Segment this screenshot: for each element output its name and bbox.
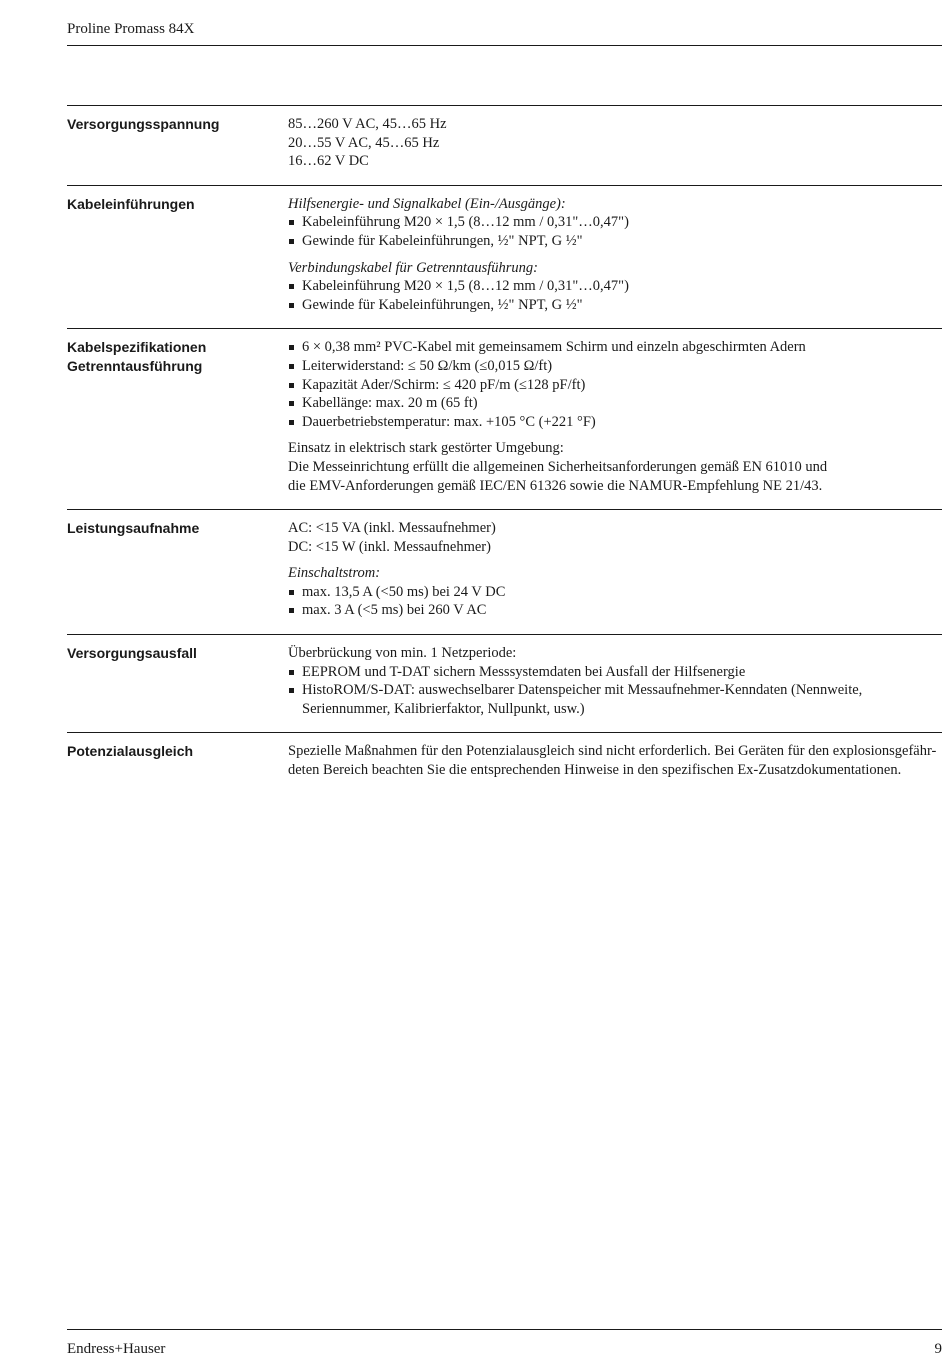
bullet-list bbox=[288, 338, 942, 431]
list-item: max. 13,5 A (<50 ms) bei 24 V DC bbox=[288, 583, 942, 602]
bullet-list bbox=[288, 663, 942, 719]
list-item: Kapazität Ader/Schirm: ≤ 420 pF/m (≤128 pF/ft) bbox=[288, 376, 942, 395]
text-line: Die Messeinrichtung erfüllt die allgemeinen Sicherheitsanforderungen gemäß EN 61010 und bbox=[288, 458, 828, 475]
text-line: 85…260 V AC, 45…65 Hz bbox=[288, 116, 447, 132]
section-label: Potenzialausgleich bbox=[67, 743, 194, 760]
list-item: max. 3 A (<5 ms) bei 260 V AC bbox=[288, 601, 942, 620]
section-body bbox=[288, 115, 942, 171]
section-label: Versorgungsspannung bbox=[67, 116, 220, 132]
power-lines bbox=[288, 519, 942, 556]
header-rule bbox=[67, 45, 942, 46]
emc-note bbox=[288, 439, 942, 495]
section-body bbox=[288, 519, 942, 620]
section-label: Kabelspezifikationen Getrenntausführung bbox=[67, 339, 207, 374]
section-label: Leistungsaufnahme bbox=[67, 520, 200, 537]
section-label: Versorgungsausfall bbox=[67, 645, 197, 662]
text-line: die EMV-Anforderungen gemäß IEC/EN 61326 sowie die NAMUR-Empfehlung NE 21/43. bbox=[288, 477, 823, 494]
footer-brand: Endress+Hauser bbox=[67, 1341, 166, 1357]
section-body bbox=[288, 195, 942, 315]
section-power-consumption bbox=[67, 509, 942, 634]
page-header-title: Proline Promass 84X bbox=[67, 21, 195, 37]
spec-table bbox=[67, 105, 942, 794]
list-item: EEPROM und T-DAT sichern Messsystemdaten bei Ausfall der Hilfsenergie bbox=[288, 663, 942, 682]
list-item: Kabellänge: max. 20 m (65 ft) bbox=[288, 394, 942, 413]
list-item: Kabeleinführung M20 × 1,5 (8…12 mm / 0,31"…0,47") bbox=[288, 277, 942, 296]
list-item: Dauerbetriebstemperatur: max. +105 °C (+221 °F) bbox=[288, 413, 942, 432]
subheading: Einschaltstrom: bbox=[288, 565, 381, 582]
section-cable-spec bbox=[67, 328, 942, 509]
section-body bbox=[288, 742, 942, 779]
text-line: Spezielle Maßnahmen für den Potenzialausgleich sind nicht erforderlich. Bei Geräten für den explosionsgefähr- bbox=[288, 743, 937, 760]
section-power-failure bbox=[67, 634, 942, 732]
section-cable-entries bbox=[67, 185, 942, 329]
section-body bbox=[288, 338, 942, 495]
text-line: DC: <15 W (inkl. Messaufnehmer) bbox=[288, 538, 491, 555]
bullet-list bbox=[288, 583, 942, 620]
bullet-list bbox=[288, 277, 942, 314]
list-item: 6 × 0,38 mm² PVC-Kabel mit gemeinsamem Schirm und einzeln abgeschirmten Adern bbox=[288, 338, 942, 357]
subheading: Verbindungskabel für Getrenntausführung: bbox=[288, 259, 538, 276]
list-item: Kabeleinführung M20 × 1,5 (8…12 mm / 0,31"…0,47") bbox=[288, 213, 942, 232]
footer-rule bbox=[67, 1329, 942, 1330]
text-line: Einsatz in elektrisch stark gestörter Umgebung: bbox=[288, 440, 564, 457]
text-line: 16…62 V DC bbox=[288, 153, 369, 170]
list-item: Gewinde für Kabeleinführungen, ½" NPT, G ½" bbox=[288, 296, 942, 315]
subheading: Hilfsenergie- und Signalkabel (Ein-/Ausgänge): bbox=[288, 195, 566, 212]
list-item: Gewinde für Kabeleinführungen, ½" NPT, G ½" bbox=[288, 232, 942, 251]
intro-text: Überbrückung von min. 1 Netzperiode: bbox=[288, 645, 517, 662]
section-label: Kabeleinführungen bbox=[67, 195, 195, 212]
text-line: AC: <15 VA (inkl. Messaufnehmer) bbox=[288, 520, 496, 537]
list-item: Leiterwiderstand: ≤ 50 Ω/km (≤0,015 Ω/ft) bbox=[288, 357, 942, 376]
list-item: HistoROM/S-DAT: auswechselbarer Datenspeicher mit Messaufnehmer-Kenndaten (Nennweite, Seriennummer, Kalibrierfaktor, Nullpunkt, usw.) bbox=[288, 681, 942, 718]
page-number: 9 bbox=[934, 1341, 942, 1357]
section-equipotential bbox=[67, 732, 942, 793]
section-body bbox=[288, 644, 942, 718]
bullet-list bbox=[288, 213, 942, 250]
text-line: 20…55 V AC, 45…65 Hz bbox=[288, 134, 440, 151]
section-supply-voltage bbox=[67, 105, 942, 185]
text-line: deten Bereich beachten Sie die entsprechenden Hinweise in den spezifischen Ex-Zusatzdokumentationen. bbox=[288, 762, 902, 779]
